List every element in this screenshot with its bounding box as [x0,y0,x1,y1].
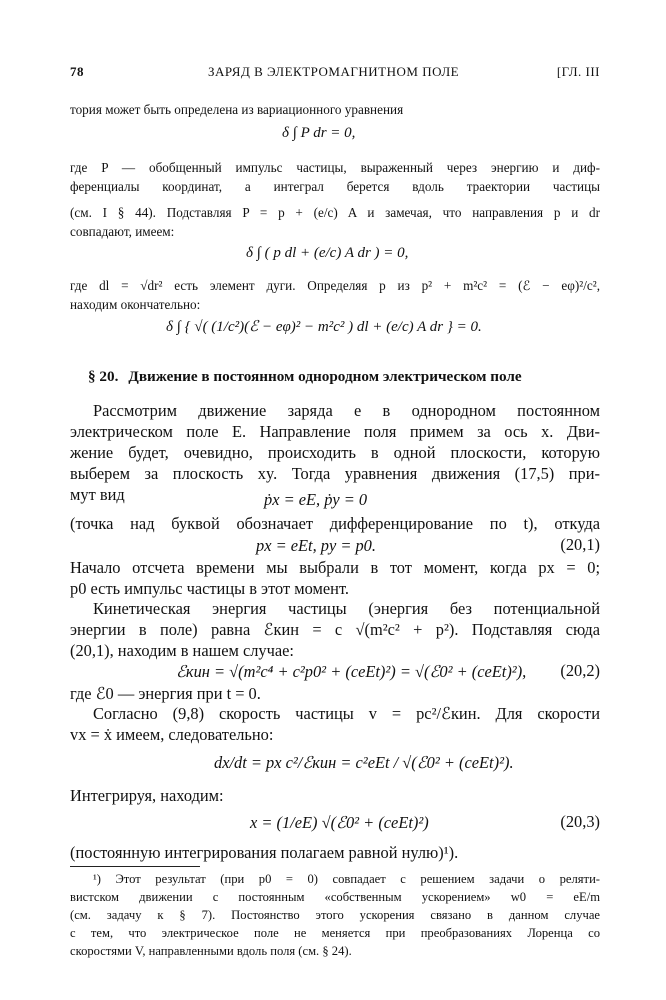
intro-line-6: где dl = √dr² есть элемент дуги. Определяя p из p² + m²c² = (ℰ − eφ)²/c², [70,278,600,293]
formula-variational-1: δ ∫ P dr = 0, [282,125,356,141]
footnote-line: с тем, что электрическое поле не меняется при преобразованиях Лоренца со [70,926,600,940]
body-line: p0 есть импульс частицы в этот момент. [70,579,349,598]
body-line: (постоянную интегрирования полагаем равной нулю)¹). [70,843,459,862]
body-line: (точка над буквой обозначает дифференцирование по t), откуда [70,514,600,533]
body-line: Интегрируя, находим: [70,786,224,805]
footnote-line: (см. задачу к § 7). Постоянство этого ускорения связано в данном случае [70,908,600,922]
equation-number-20-1: (20,1) [560,535,600,554]
body-line: выберем за плоскость xy. Тогда уравнения движения (17,5) при- [70,464,600,483]
formula-variational-3: δ ∫ { √( (1/c²)(ℰ − eφ)² − m²c² ) dl + (e/c) A dr } = 0. [166,319,482,335]
equation-number-20-2: (20,2) [560,661,600,680]
intro-line-4: (см. I § 44). Подставляя P = p + (e/c) A и замечая, что направления p и dr [70,205,600,220]
chapter-label: [ГЛ. III [556,64,600,79]
equation-number-20-3: (20,3) [560,812,600,831]
section-heading [88,368,522,386]
equation-20-2: ℰкин = √(m²c⁴ + c²p0² + (ceEt)²) = √(ℰ0² + (ceEt)²), [176,662,527,681]
intro-line-3: ференциалы координат, а интеграл берется вдоль траектории частицы [70,179,600,194]
equation-20-1: px = eEt, py = p0. [256,536,376,555]
equation-20-3: x = (1/eE) √(ℰ0² + (ceEt)²) [250,813,429,832]
intro-line-2: где P — обобщенный импульс частицы, выраженный через энергию и диф- [70,160,600,175]
intro-line-5: совпадают, имеем: [70,224,175,239]
body-line: энергии в поле) равна ℰкин = c √(m²c² + p²). Подставляя сюда [70,620,600,639]
body-line: электрическом поле E. Направление поля примем за ось x. Дви- [70,422,600,441]
footnote-line: вистском движении с постоянным «собственным ускорением» w0 = eE/m [70,890,600,904]
footnote-divider [70,866,200,867]
equation-motion: ṗx = eE, ṗy = 0 [264,490,368,509]
intro-line-7: находим окончательно: [70,297,201,312]
equation-velocity: dx/dt = px c²/ℰкин = c²eEt / √(ℰ0² + (ceEt)²). [214,753,514,772]
section-title: Движение в постоянном однородном электрическом поле [128,368,522,385]
chapter-running-title: ЗАРЯД В ЭЛЕКТРОМАГНИТНОМ ПОЛЕ [208,64,460,79]
page-number: 78 [70,64,84,79]
formula-variational-2: δ ∫ ( p dl + (e/c) A dr ) = 0, [246,245,409,261]
body-line: vx = ẋ имеем, следовательно: [70,725,274,744]
body-line: мут вид [70,485,125,504]
body-line: Начало отсчета времени мы выбрали в тот момент, когда px = 0; [70,558,600,577]
body-line: Согласно (9,8) скорость частицы v = pc²/ℰкин. Для скорости [93,704,600,723]
intro-line-1: тория может быть определена из вариационного уравнения [70,102,404,117]
body-line: (20,1), находим в нашем случае: [70,641,294,660]
body-line: Рассмотрим движение заряда e в однородном постоянном [93,401,600,420]
footnote-line: скоростями V, направленными вдоль поля (см. § 24). [70,944,352,958]
body-line: где ℰ0 — энергия при t = 0. [70,684,261,703]
body-line: Кинетическая энергия частицы (энергия без потенциальной [93,599,600,618]
footnote-line: ¹) Этот результат (при p0 = 0) совпадает с решением задачи о реляти- [93,872,600,886]
body-line: жение будет, очевидно, происходить в одной плоскости, которую [70,443,600,462]
section-number: § 20. [88,368,119,385]
